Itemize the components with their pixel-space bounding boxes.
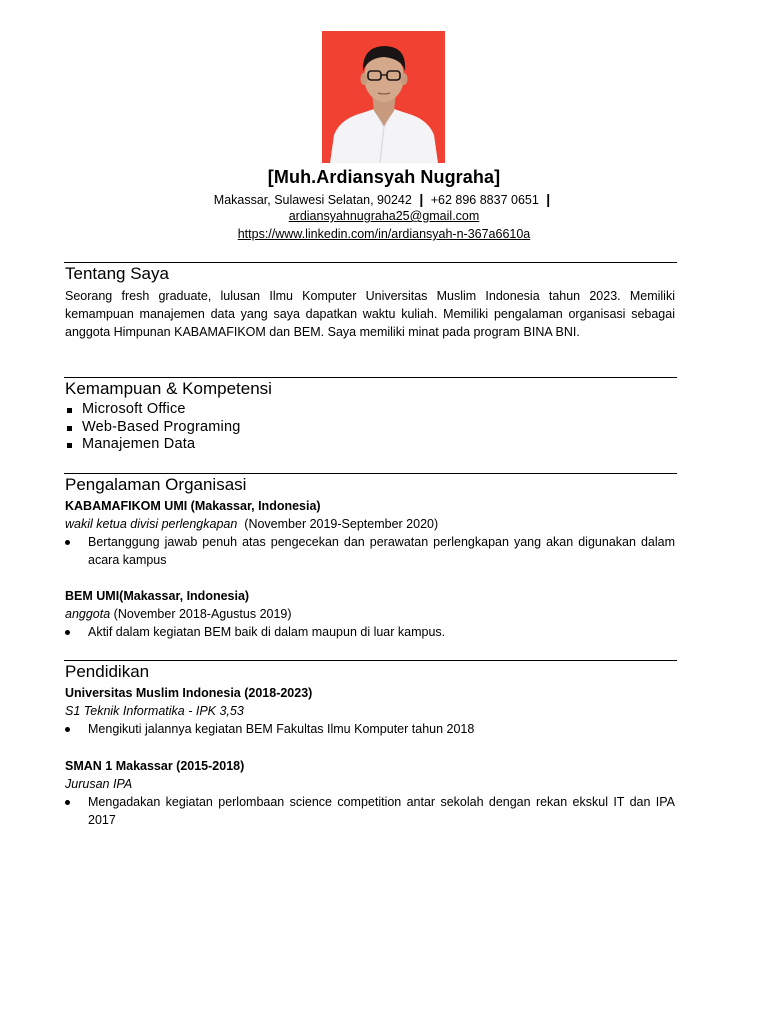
bullet-icon — [65, 800, 70, 805]
list-item — [65, 436, 240, 454]
section-title-organization: Pengalaman Organisasi — [65, 475, 247, 494]
school-major: Jurusan IPA — [65, 777, 133, 791]
org-bullet: Aktif dalam kegiatan BEM baik di dalam maupun di luar kampus. — [65, 623, 675, 641]
bullet-icon — [65, 727, 70, 732]
contact-line-linkedin — [0, 227, 768, 241]
org-bullet: Bertanggung jawab penuh atas pengecekan dan perawatan perlengkapan yang akan digunakan dalam acara kampus — [65, 533, 675, 569]
skill-label: Web-Based Programing — [82, 418, 241, 435]
org-period: (November 2018-Agustus 2019) — [113, 607, 292, 621]
square-bullet-icon — [67, 426, 72, 431]
org-name: BEM UMI(Makassar, Indonesia) — [65, 589, 250, 603]
contact-line-email — [0, 209, 768, 223]
org-name: KABAMAFIKOM UMI (Makassar, Indonesia) — [65, 499, 321, 513]
org-period: (November 2019-September 2020) — [244, 517, 439, 531]
bullet-icon — [65, 540, 70, 545]
email-link[interactable]: ardiansyahnugraha25@gmail.com — [288, 209, 480, 223]
square-bullet-icon — [67, 408, 72, 413]
skill-label: Microsoft Office — [82, 401, 186, 417]
address: Makassar, Sulawesi Selatan, 90242 — [213, 193, 412, 207]
list-item — [65, 401, 240, 419]
org-role: wakil ketua divisi perlengkapan — [65, 517, 238, 531]
section-title-education: Pendidikan — [65, 662, 150, 681]
section-divider — [64, 262, 677, 263]
bullet-icon — [65, 630, 70, 635]
skills-list — [65, 401, 240, 454]
section-divider — [64, 377, 677, 378]
candidate-name: [Muh.Ardiansyah Nugraha] — [267, 167, 501, 187]
phone: +62 896 8837 0651 — [430, 193, 539, 207]
section-divider — [64, 473, 677, 474]
list-item — [65, 419, 240, 437]
section-divider — [64, 660, 677, 661]
section-title-skills: Kemampuan & Kompetensi — [65, 379, 272, 398]
education-bullet: Mengikuti jalannya kegiatan BEM Fakultas Ilmu Komputer tahun 2018 — [65, 720, 675, 738]
separator: | — [419, 191, 424, 207]
school-name: Universitas Muslim Indonesia (2018-2023) — [65, 686, 313, 700]
education-bullet: Mengadakan kegiatan perlombaan science competition antar sekolah dengan rekan ekskul IT dan IPA 2017 — [65, 793, 675, 829]
org-role-line — [65, 515, 677, 533]
contact-line-address-phone — [0, 191, 768, 207]
skill-label: Manajemen Data — [82, 436, 196, 452]
square-bullet-icon — [67, 443, 72, 448]
school-major: S1 Teknik Informatika - IPK 3,53 — [65, 704, 244, 718]
about-paragraph: Seorang fresh graduate, lulusan Ilmu Komputer Universitas Muslim Indonesia tahun 2023. Memiliki kemampuan manajemen data yang saya dapatkan waktu kuliah. Memiliki pengalaman organisasi sebagai anggota Himpunan KABAMAFIKOM dan BEM. Saya memiliki minat pada program BINA BNI. — [65, 289, 675, 339]
linkedin-link[interactable]: https://www.linkedin.com/in/ardiansyah-n-367a6610a — [237, 227, 531, 241]
school-name: SMAN 1 Makassar (2015-2018) — [65, 759, 245, 773]
org-role: anggota — [65, 607, 111, 621]
section-title-about: Tentang Saya — [65, 264, 169, 283]
profile-photo — [322, 31, 445, 163]
separator: | — [546, 191, 551, 207]
org-role-line — [65, 605, 677, 623]
